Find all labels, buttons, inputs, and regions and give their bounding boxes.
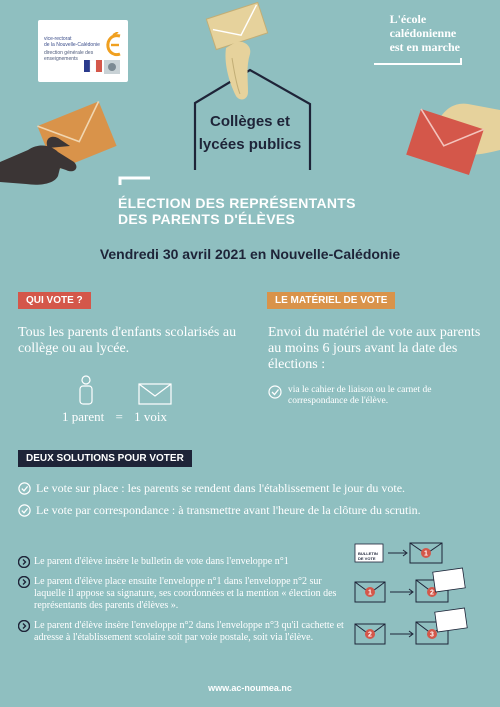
check-circle-icon [18,482,31,495]
vote-equation [62,409,175,425]
deux-solutions-badge: DEUX SOLUTIONS POUR VOTER [18,450,192,467]
envelope-number: 1 [424,550,428,558]
house-title-line: lycées publics [198,136,302,153]
check-circle-icon [18,504,31,517]
chevron-circle-icon [18,556,30,568]
election-title-line: DES PARENTS D'ÉLÈVES [118,211,296,227]
vote-par-correspondance-text: Le vote par correspondance : à transmettre avant l'heure de la clôture du scrutin. [36,503,421,517]
qui-vote-badge: QUI VOTE ? [18,292,91,309]
materiel-badge: LE MATÉRIEL DE VOTE [267,292,395,309]
house-title-line: Collèges et [209,113,291,130]
election-date: Vendredi 30 avril 2021 en Nouvelle-Calédonie [99,246,401,262]
materiel-sub: via le cahier de liaison ou le carnet de correspondance de l'élève. [288,385,432,406]
equation-op: = [115,409,123,424]
envelope-icon [355,624,385,644]
title-accent [120,178,150,185]
form-card-icon [433,568,465,592]
envelope-number: 1 [368,589,372,597]
envelope-icon [410,543,442,563]
slogan-underline [374,58,462,65]
chevron-circle-icon [18,620,30,632]
step-text: Le parent d'élève place ensuite l'enveloppe n°1 dans l'enveloppe n°2 sur laquelle il appose sa signature, ses coordonnées et la mention « élection des représentants des parents d'élèves ». [34,576,337,611]
hand-envelope-icon [206,2,267,99]
qui-vote-text: Tous les parents d'enfants scolarisés au collège ou au lycée. [18,325,237,356]
election-title-line: ÉLECTION DES REPRÉSENTANTS [118,195,356,211]
logo-line2: de la Nouvelle-Calédonie [44,42,100,48]
slogan-line: L'école [389,12,427,26]
equation-right: 1 voix [134,409,167,424]
envelope-number: 2 [368,631,372,639]
emblem-icon [104,60,120,74]
logo-line3: direction générale des enseignements [44,50,94,62]
step-text: Le parent d'élève insère le bulletin de vote dans l'enveloppe n°1 [34,556,289,567]
check-circle-icon [268,385,282,399]
slogan [390,12,460,54]
website-link[interactable]: www.ac-noumea.nc [208,683,292,693]
person-icon [78,375,94,405]
bulletin-label: BULLETIN DE VOTE [358,551,378,561]
hand-envelope-icon [0,101,117,184]
envelope-number: 2 [430,589,434,597]
chevron-circle-icon [18,576,30,588]
slogan-line: est en marche [389,40,460,54]
step-text: Le parent d'élève insère l'enveloppe n°2 dans l'enveloppe n°3 qu'il cachette et adresse à l'établissement scolaire soit par voie postale, soit via l'élève. [34,620,344,643]
logo-marianne [104,32,124,58]
hand-envelope-icon [406,104,500,175]
envelope-icon [138,383,172,405]
envelope-icon [355,582,385,602]
envelope-number: 3 [430,631,434,639]
election-title [118,195,356,227]
equation-left: 1 parent [62,409,105,424]
form-card-icon [435,608,467,632]
logo-line1: vice-rectorat [44,36,72,42]
materiel-text: Envoi du matériel de vote aux parents au moins 6 jours avant la date des élections : [268,325,481,372]
flag-icon [84,60,102,72]
vote-sur-place-text: Le vote sur place : les parents se rendent dans l'établissement le jour du vote. [36,481,406,495]
house-title [185,110,315,156]
logo-card [38,20,128,82]
slogan-line: calédonienne [389,26,457,40]
